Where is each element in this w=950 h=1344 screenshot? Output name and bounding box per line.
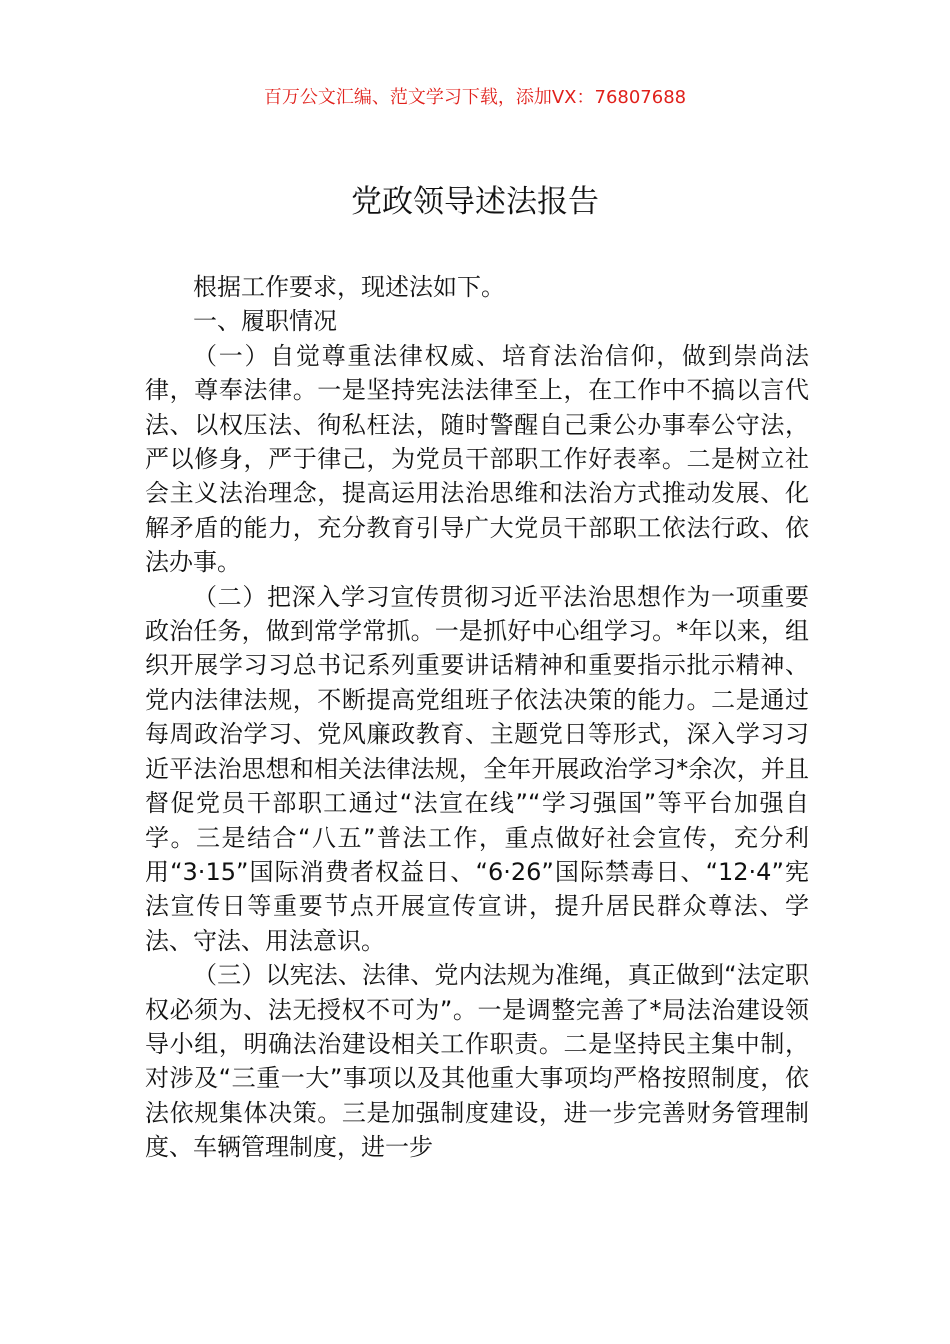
paragraph-section-2: （二）把深入学习宣传贯彻习近平法治思想作为一项重要政治任务，做到常学常抓。一是抓好中心组学习。*年以来，组织开展学习习总书记系列重要讲话精神和重要指示批示精神、党内法律法规，不断提高党组班子依法决策的能力。二是通过每周政治学习、党风廉政教育、主题党日等形式，深入学习习近平法治思想和相关法律法规，全年开展政治学习*余次，并且督促党员干部职工通过“法宣在线”“学习强国”等平台加强自学。三是结合“八五”普法工作，重点做好社会宣传，充分利用“3·15”国际消费者权益日、“6·26”国际禁毒日、“12·4”宪法宣传日等重要节点开展宣传宣讲，提升居民群众尊法、学法、守法、用法意识。 — [145, 582, 809, 955]
paragraph-section-3: （三）以宪法、法律、党内法规为准绳，真正做到“法定职权必须为、法无授权不可为”。一是调整完善了*局法治建设领导小组，明确法治建设相关工作职责。二是坚持民主集中制，对涉及“三重一大”事项以及其他重大事项均严格按照制度，依法依规集体决策。三是加强制度建设，进一步完善财务管理制度、车辆管理制度，进一步 — [145, 961, 809, 1162]
paragraph-section-1: （一）自觉尊重法律权威、培育法治信仰，做到崇尚法律，尊奉法律。一是坚持宪法法律至上，在工作中不搞以言代法、以权压法、徇私枉法，随时警醒自己秉公办事奉公守法，严以修身，严于律己，为党员干部职工作好表率。二是树立社会主义法治理念，提高运用法治思维和法治方式推动发展、化解矛盾的能力，充分教育引导广大党员干部职工依法行政、依法办事。 — [145, 341, 809, 577]
document-title: 党政领导述法报告 — [351, 184, 599, 220]
watermark-header: 百万公文汇编、范文学习下载，添加VX：76807688 — [263, 87, 687, 108]
document-body — [145, 270, 809, 1165]
section-heading-duties: 一、履职情况 — [193, 307, 337, 336]
paragraph-intro: 根据工作要求，现述法如下。 — [193, 273, 505, 301]
